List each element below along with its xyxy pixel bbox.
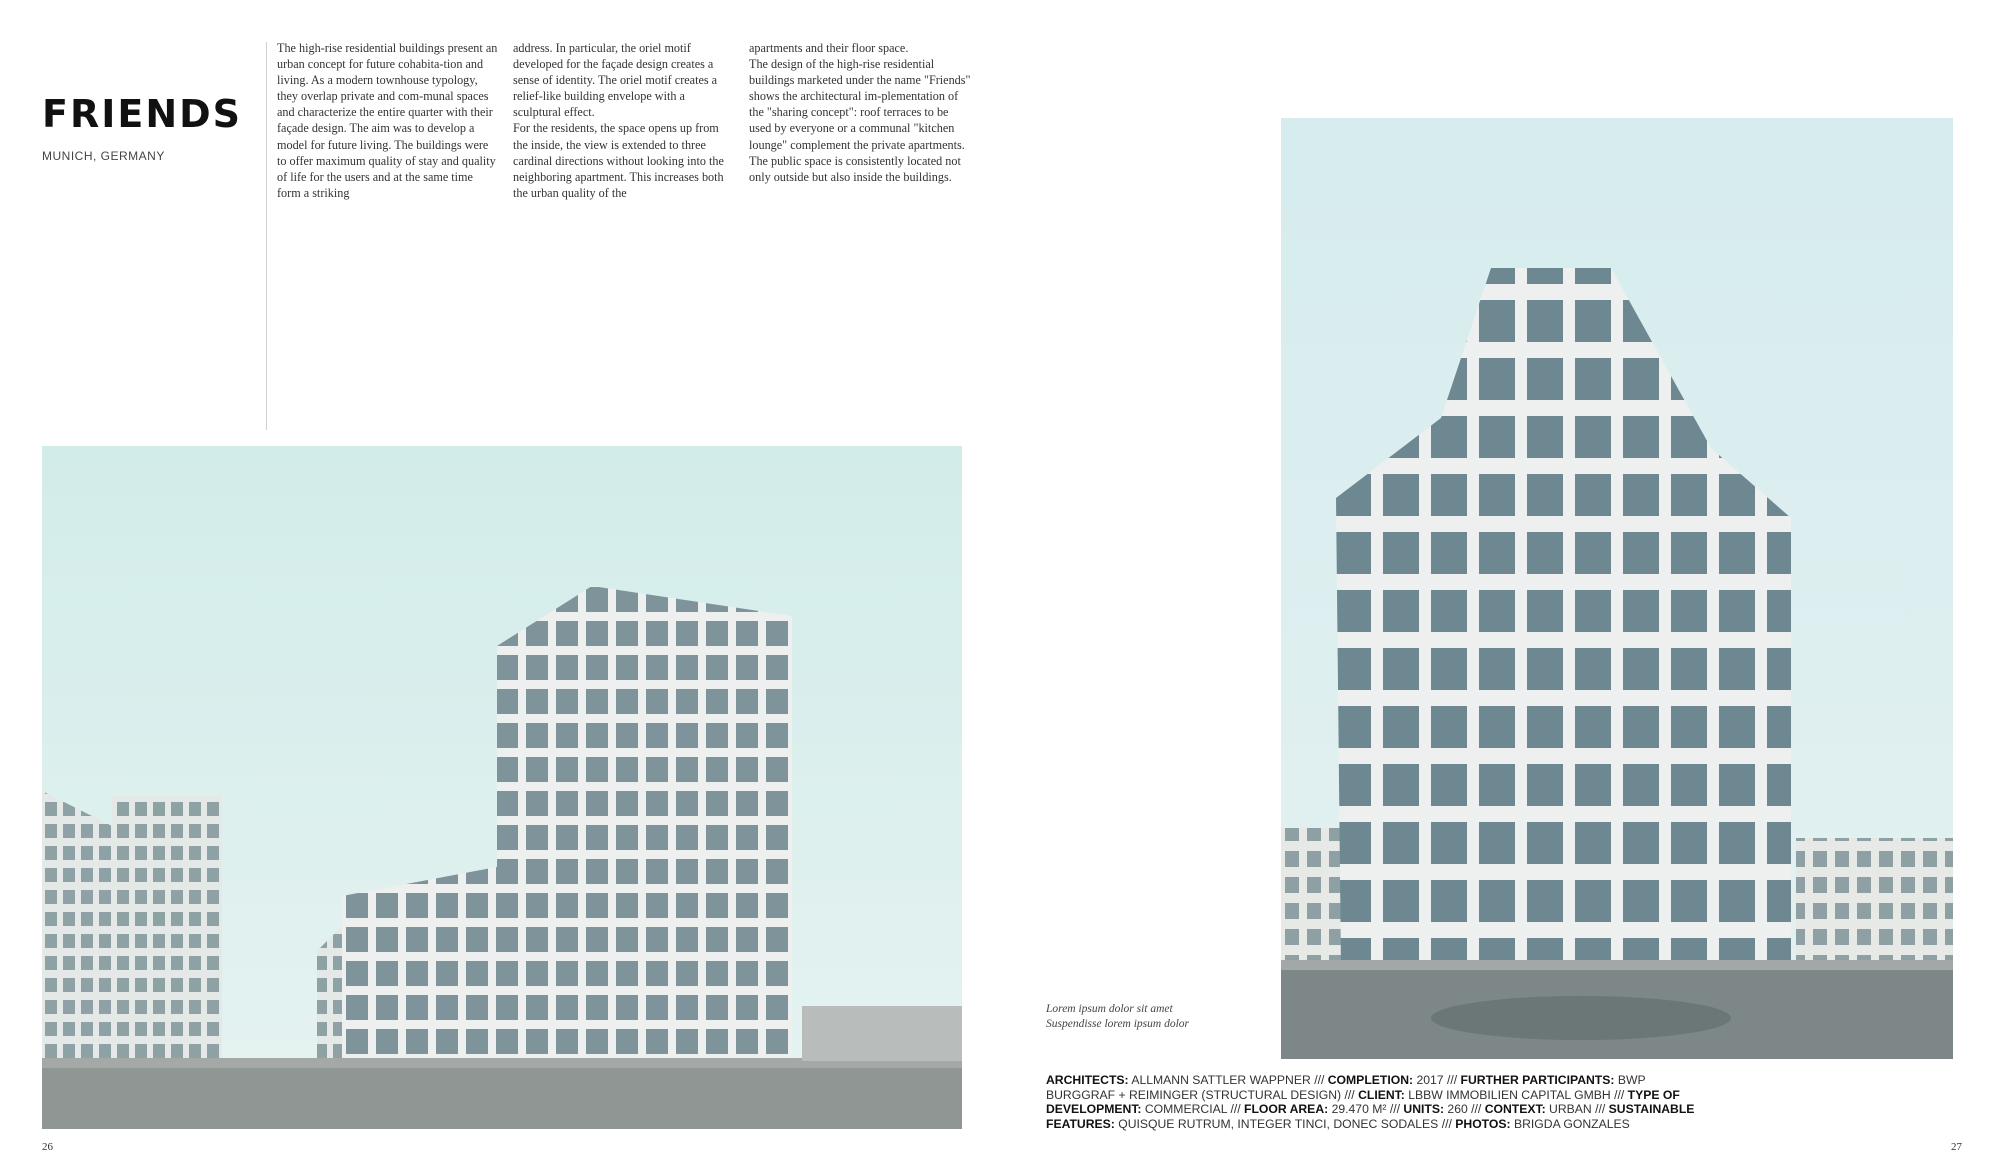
paragraph: apartments and their floor space. <box>749 41 909 55</box>
separator: /// <box>1471 1102 1482 1116</box>
credit-label: FURTHER PARTICIPANTS: <box>1460 1073 1615 1087</box>
credit-value: URBAN <box>1549 1102 1592 1116</box>
separator: /// <box>1230 1102 1241 1116</box>
caption-line: Lorem ipsum dolor sit amet <box>1046 1003 1173 1015</box>
separator: /// <box>1441 1116 1452 1131</box>
column-divider <box>266 42 267 430</box>
page-number-left: 26 <box>42 1141 53 1153</box>
paragraph: The design of the high-rise residential buildings marketed under the name "Friends" shows the architectural im-plementation of the "sharing concept": roof terraces to be used by everyone or a communal "kitchen lounge" complement the private apartments. The public space is consistently located not only outside but also inside the buildings. <box>749 57 971 184</box>
building-photo-wide <box>42 446 962 1129</box>
separator: /// <box>1389 1102 1401 1116</box>
photo-caption <box>1046 1002 1189 1032</box>
credit-value: 29.470 M² <box>1331 1102 1387 1116</box>
page-number-right: 27 <box>1951 1141 1962 1153</box>
credit-value: BWP BURGGRAF + REIMINGER (STRUCTURAL DESIGN) <box>1046 1073 1646 1102</box>
paragraph: address. In particular, the oriel motif developed for the façade design creates a sense of identity. The oriel motif creates a relief-like building envelope with a sculptural effect. <box>513 41 718 120</box>
caption-line: Suspendisse lorem ipsum dolor <box>1046 1018 1190 1030</box>
project-location: MUNICH, GERMANY <box>42 149 165 163</box>
credit-label: ARCHITECTS: <box>1046 1073 1129 1087</box>
text-column-2 <box>513 40 735 201</box>
separator: /// <box>1344 1087 1355 1102</box>
building-photo-tower-image <box>1281 118 1953 1059</box>
project-credits <box>1046 1073 1706 1131</box>
separator: /// <box>1614 1087 1625 1102</box>
credit-value: COMMERCIAL <box>1144 1102 1228 1116</box>
paragraph: The high-rise residential buildings present an urban concept for future cohabita-tion and living. As a modern townhouse typology, they overlap private and com-munal spaces and characterize the entire quarter with their façade design. The aim was to develop a model for future living. The buildings were to offer maximum quality of stay and quality of life for the users and at the same time form a striking <box>277 41 498 200</box>
credit-label: UNITS: <box>1403 1102 1445 1116</box>
credit-label: CLIENT: <box>1358 1087 1405 1102</box>
credit-value: 260 <box>1447 1102 1468 1116</box>
separator: /// <box>1446 1073 1458 1087</box>
credit-label: TYPE OF DEVELOPMENT: <box>1046 1087 1680 1116</box>
credit-label: FLOOR AREA: <box>1244 1102 1329 1116</box>
separator: /// <box>1314 1073 1325 1087</box>
text-column-3 <box>749 40 971 185</box>
separator: /// <box>1595 1102 1606 1116</box>
credit-value: 2017 <box>1416 1073 1444 1087</box>
credit-value: BRIGDA GONZALES <box>1513 1116 1630 1131</box>
credit-value: LBBW IMMOBILIEN CAPITAL GMBH <box>1408 1087 1611 1102</box>
building-photo-tower <box>1281 118 1953 1059</box>
credit-label: PHOTOS: <box>1455 1116 1511 1131</box>
building-photo-wide-image <box>42 446 962 1129</box>
credit-label: CONTEXT: <box>1484 1102 1546 1116</box>
credit-label: COMPLETION: <box>1327 1073 1414 1087</box>
credit-label: SUSTAINABLE FEATURES: <box>1046 1102 1695 1131</box>
paragraph: For the residents, the space opens up from the inside, the view is extended to three cardinal directions without looking into the neighboring apartment. This increases both the urban quality of the <box>513 121 724 200</box>
text-column-1 <box>277 40 499 201</box>
project-title: FRIENDS <box>42 92 243 136</box>
credit-value: QUISQUE RUTRUM, INTEGER TINCI, DONEC SODALES <box>1118 1116 1439 1131</box>
credit-value: ALLMANN SATTLER WAPPNER <box>1131 1073 1311 1087</box>
